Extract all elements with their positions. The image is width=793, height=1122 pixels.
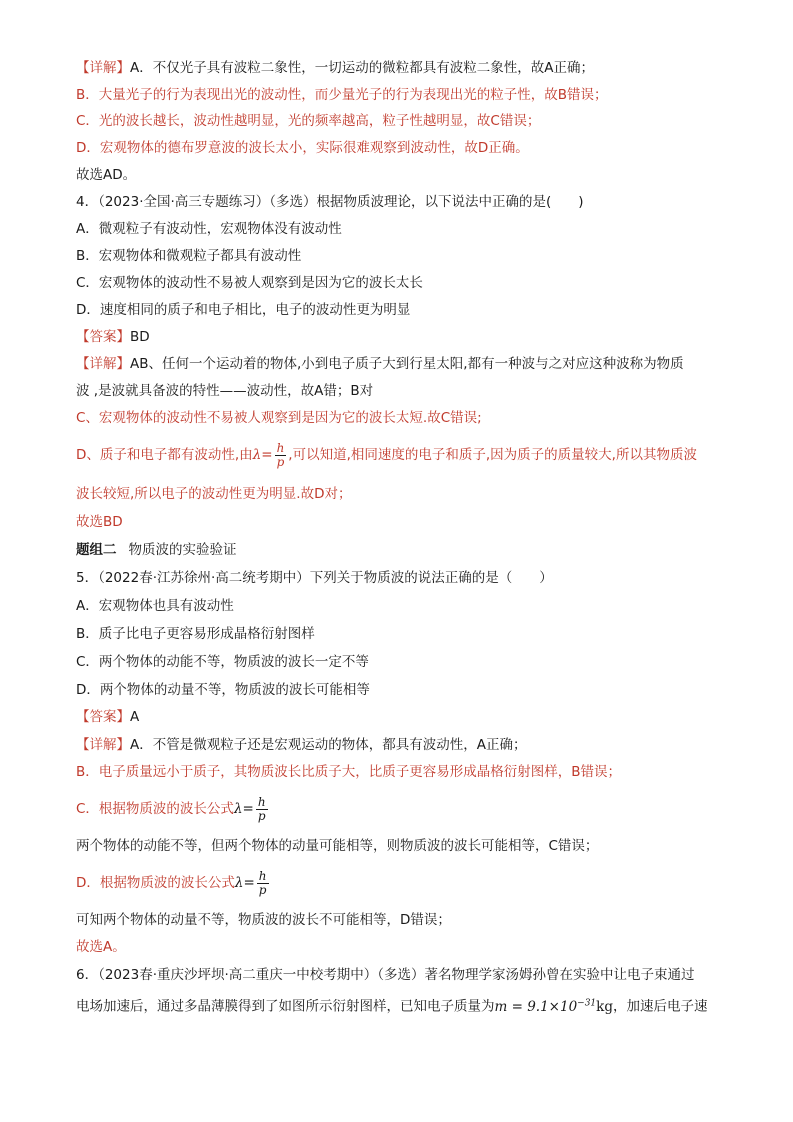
q5-option-b: B．质子比电子更容易形成晶格衍射图样: [76, 626, 315, 642]
q3-detail-a: 【详解】A．不仅光子具有波粒二象性，一切运动的微粒都具有波粒二象性，故A正确；: [76, 60, 594, 76]
group-heading: 题组二 物质波的实验验证: [76, 542, 237, 558]
q5-conclusion: 故选A。: [76, 939, 126, 955]
formula-lambda: λ=: [252, 447, 273, 463]
q3-conclusion: 故选AD。: [76, 167, 137, 183]
q5-option-c: C．两个物体的动能不等，物质波的波长一定不等: [76, 654, 369, 670]
q3-detail-b: B．大量光子的行为表现出光的波动性，而少量光子的行为表现出光的粒子性，故B错误；: [76, 87, 608, 103]
q4-option-d: D．速度相同的质子和电子相比，电子的波动性更为明显: [76, 302, 411, 318]
q4-option-a: A．微观粒子有波动性，宏观物体没有波动性: [76, 221, 342, 237]
formula-fraction: $\frac{h}{p}$: [258, 868, 267, 897]
q4-detail-ab-2: 波 ,是波就具备波的特性——波动性，故A错；B对: [76, 383, 374, 399]
q4-detail-c: C、宏观物体的波动性不易被人观察到是因为它的波长太短.故C错误;: [76, 410, 482, 426]
q4-stem: 4．（2023·全国·高三专题练习）（多选）根据物质波理论，以下说法中正确的是( ): [76, 194, 584, 210]
q4-option-b: B．宏观物体和微观粒子都具有波动性: [76, 248, 302, 264]
mass-expression: $m = 9.1\times 10^{-31}kg$: [494, 998, 613, 1015]
formula-fraction: $\frac{h}{p}$: [276, 440, 285, 469]
q4-option-c: C．宏观物体的波动性不易被人观察到是因为它的波长太长: [76, 275, 423, 291]
q5-detail-a: 【详解】A．不管是微观粒子还是宏观运动的物体，都具有波动性，A正确；: [76, 737, 527, 753]
q6-stem-2: 电场加速后，通过多晶薄膜得到了如图所示衍射图样，已知电子质量为$m = 9.1\times 10^{-31}kg$，加速后电子速: [76, 998, 708, 1015]
q4-detail-d-1: D、质子和电子都有波动性,由λ= $\frac{h}{p}$ ,可以知道,相同速度的电子和质子,因为质子的质量较大,所以其物质波: [76, 440, 697, 469]
q5-stem: 5．（2022春·江苏徐州·高二统考期中）下列关于物质波的说法正确的是（ ）: [76, 570, 553, 586]
q5-answer: 【答案】A: [76, 709, 140, 725]
q5-detail-d-1: D．根据物质波的波长公式λ= $\frac{h}{p}$: [76, 868, 267, 897]
q5-option-a: A．宏观物体也具有波动性: [76, 598, 234, 614]
q4-answer: 【答案】BD: [76, 329, 150, 345]
q5-detail-d-2: 可知两个物体的动量不等，物质波的波长不可能相等，D错误；: [76, 912, 451, 928]
q5-detail-c-2: 两个物体的动能不等，但两个物体的动量可能相等，则物质波的波长可能相等，C错误；: [76, 838, 599, 854]
q4-detail-d-2: 波长较短,所以电子的波动性更为明显.故D对；: [76, 486, 352, 502]
q3-detail-d: D．宏观物体的德布罗意波的波长太小，实际很难观察到波动性，故D正确。: [76, 140, 529, 156]
detail-tag: 【详解】: [76, 60, 130, 76]
q4-detail-ab-1: 【详解】AB、任何一个运动着的物体,小到电子质子大到行星太阳,都有一种波与之对应这种波称为物质: [76, 356, 684, 372]
formula-fraction: $\frac{h}{p}$: [257, 794, 266, 823]
q5-option-d: D．两个物体的动量不等，物质波的波长可能相等: [76, 682, 370, 698]
q6-stem-1: 6．（2023春·重庆沙坪坝·高二重庆一中校考期中）（多选）著名物理学家汤姆孙曾在实验中让电子束通过: [76, 967, 695, 983]
q3-detail-c: C．光的波长越长，波动性越明显，光的频率越高，粒子性越明显，故C错误；: [76, 113, 541, 129]
q5-detail-b: B．电子质量远小于质子，其物质波长比质子大，比质子更容易形成晶格衍射图样，B错误；: [76, 764, 622, 780]
q4-conclusion: 故选BD: [76, 514, 123, 530]
q5-detail-c-1: C．根据物质波的波长公式λ= $\frac{h}{p}$: [76, 794, 266, 823]
